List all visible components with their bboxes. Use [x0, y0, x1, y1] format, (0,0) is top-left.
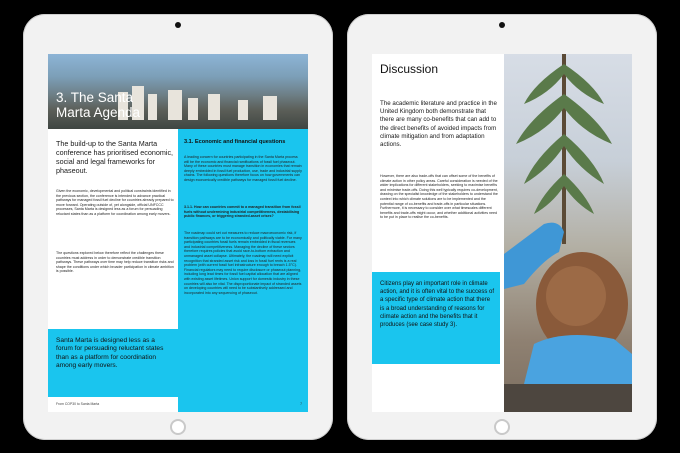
lead-paragraph: The build-up to the Santa Marta conference has prioritised economic, social and legal frameworks for phaseout. — [56, 139, 174, 175]
left-screen — [48, 54, 308, 412]
section-title — [56, 90, 140, 120]
left-tablet — [23, 14, 333, 440]
subsection-paragraph-1: A leading concern for countries participating in the Santa Marta process will be the economic and financial ramifications of fossil fuel phaseout. Many of these countries must manage transition in economies that remain deeply embedded in fossil fuel production, use, trade and industrial supply chains. The following questions therefore focus on how governments can design economically credible pathways for managed fossil fuel decline. — [184, 155, 302, 182]
subsection-question: 3.1.1. How can countries commit to a managed transition from fossil fuels without undermining industrial competitiveness, destabilising public finances, or triggering stranded-asset crises? — [184, 205, 301, 219]
subsection-heading: 3.1. Economic and financial questions — [184, 139, 286, 145]
section-title-line1: 3. The Santa — [56, 90, 134, 105]
pull-quote: Citizens play an important role in climate action, and it is often vital to the success of a specific type of climate action that there is a broad understanding of reasons for climate action and the benefits that it produces (see case study 3). — [380, 281, 495, 329]
right-screen — [372, 54, 632, 412]
seedling-illustration — [504, 54, 632, 412]
body-paragraph-2: The questions explored below therefore reflect the challenges these countries must address in order to demonstrate credible transition pathways. These pathways over time may help reduce transition risks and shape the conditions under which broader participation in climate ambition is possible. — [56, 251, 174, 274]
page-number: 7 — [300, 402, 302, 406]
lead-paragraph: The academic literature and practice in the United Kingdom both demonstrate that there are many co-benefits that can add to the direct benefits of avoided impacts from climate mitigation and from adaptation actions. — [380, 100, 497, 149]
seedling-photo — [504, 54, 632, 412]
body-paragraph: However, there are also trade-offs that can offset some of the benefits of climate action in other policy areas. Careful consideration is needed of the wider implications for different stakeholders, seeking to maximise benefits and minimise trade-offs. Doing this well typically requires co-development, drawing on the specialist knowledge of the stakeholders to understand the context into which climate solutions are to be implemented and the potential range of co-benefits and trade-offs in particular situations. Furthermore, it is necessary to consider over what timescales different benefits and trade-offs might occur, and whether additional activities need to be put in place to realise the co-benefits. — [380, 174, 498, 220]
left-column — [48, 129, 178, 412]
subsection-paragraph-2: The roadmap could set out measures to reduce macroeconomic risk, if transition pathways are to be economically and politically viable. For many participating countries fossil fuels remain embedded in fiscal revenues and industrial competitiveness. Managing the decline of these sectors therefore requires policies that avoid race-to-bottom extraction and unmanaged asset collapse. Ultimately, the roadmap will need explicit recognition that stranded asset risk and loss in fossil fuel rents is a real problem (with current fossil fuel infrastructure enough to breach 1.5°C). Financial regulators may need to require disclosure or phaseout planning, including long lead times for fossil fuel capital allocation that are aligned with existing asset lifetimes. Union support for domestic industry in these countries will also be vital. The disproportionate impact of stranded assets on developing countries will need to be substantively addressed and incorporated into any sequencing of phaseout. — [184, 231, 302, 295]
right-column — [178, 129, 308, 412]
camera-dot — [175, 22, 181, 28]
page-title: Discussion — [380, 62, 439, 76]
right-tablet — [347, 14, 657, 440]
section-title-line2: Marta Agenda — [56, 105, 141, 120]
body-paragraph-1: Given the economic, developmental and political constraints identified in the previous section, the conference is intended to advance practical pathways for managed fossil fuel decline for countries already prepared to move forward. Operating outside of, yet alongside, official UNFCCC processes, Santa Marta is designed less as a forum for persuading reluctant states than as a platform for coordination among early movers. — [56, 189, 174, 216]
home-button[interactable] — [494, 419, 510, 435]
pull-quote-box — [48, 329, 178, 397]
city-photo — [48, 54, 308, 129]
camera-dot — [499, 22, 505, 28]
pull-quote-box — [372, 272, 500, 364]
home-button[interactable] — [170, 419, 186, 435]
footer-title: From COP30 to Santa Marta — [56, 402, 100, 406]
pull-quote: Santa Marta is designed less as a forum for persuading reluctant states than as a platform for coordination among early movers. — [56, 337, 164, 370]
